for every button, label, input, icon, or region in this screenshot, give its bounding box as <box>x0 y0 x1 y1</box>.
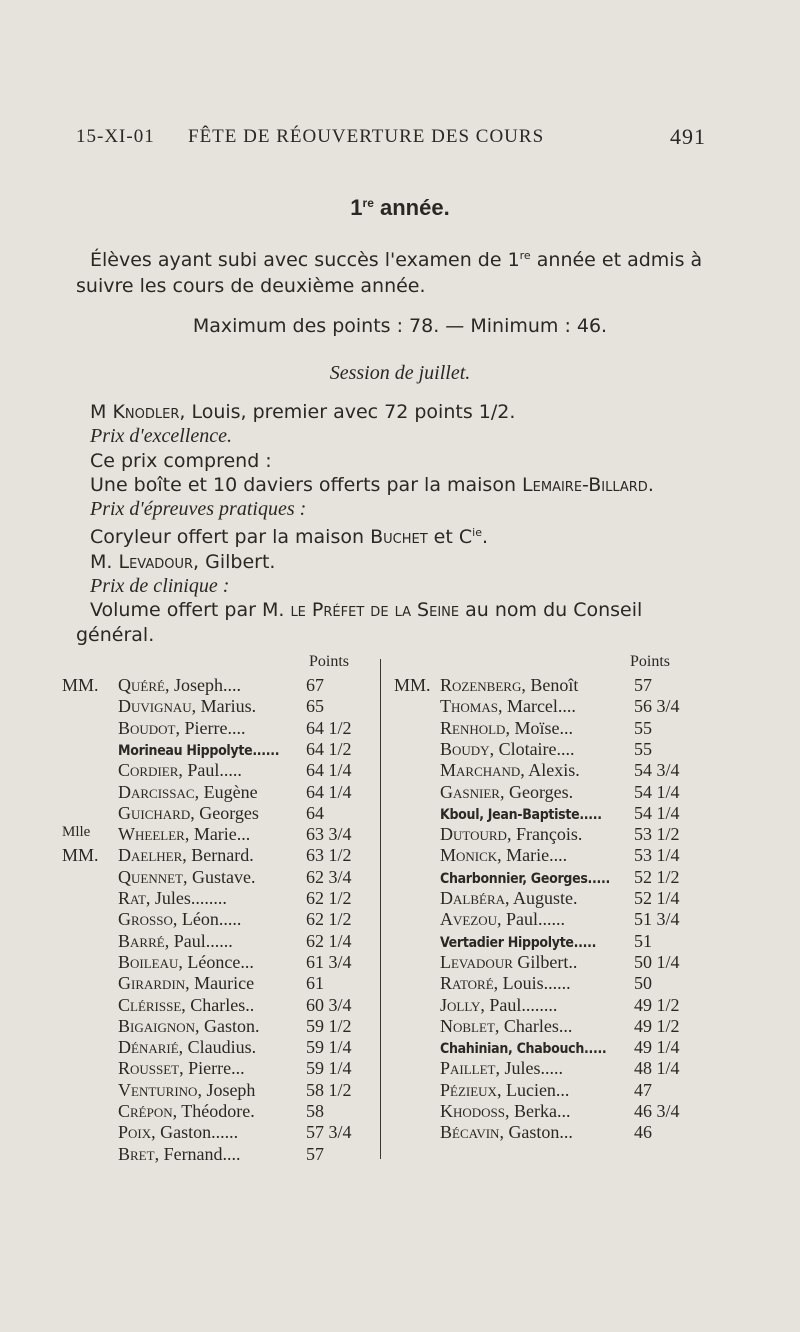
table-row <box>394 675 744 697</box>
points-value: 62 1/2 <box>306 888 352 908</box>
student-name: Cordier, Paul..... <box>118 760 242 781</box>
student-name: Pézieux, Lucien... <box>440 1079 570 1100</box>
points-value: 53 1/4 <box>634 845 680 866</box>
points-value: 52 1/2 <box>634 866 680 887</box>
student-name: Daelher, Bernard. <box>118 845 254 866</box>
points-value: 64 1/2 <box>306 738 352 759</box>
results-table <box>62 653 742 1164</box>
table-row <box>62 995 377 1017</box>
table-row <box>62 931 377 953</box>
student-name: Morineau Hippolyte...... <box>118 742 280 759</box>
points-value: 52 1/4 <box>634 888 680 908</box>
award-line-6: Coryleur offert par la maison Buchet et $C^{ie}$. <box>90 526 489 549</box>
table-row <box>62 675 377 697</box>
table-row <box>394 803 744 825</box>
points-value: 47 <box>634 1079 652 1100</box>
section-title-superscript: re <box>362 196 374 210</box>
prize-excellence: Prix d'excellence. <box>90 425 232 448</box>
points-value: 58 1/2 <box>306 1079 352 1100</box>
table-row <box>62 845 377 867</box>
student-name: Vertadier Hippolyte..... <box>440 934 597 951</box>
student-name: Rousset, Pierre... <box>118 1058 245 1079</box>
intro-paragraph <box>76 243 703 299</box>
intro-text-b: année et admis à <box>530 249 703 271</box>
name-prefix: MM. <box>394 675 431 695</box>
table-row <box>62 888 377 910</box>
student-name: Thomas, Marcel.... <box>440 696 576 717</box>
points-value: 64 <box>306 802 324 823</box>
student-name: Kboul, Jean-Baptiste..... <box>440 806 602 823</box>
student-name: Paillet, Jules..... <box>440 1058 563 1079</box>
student-name: Ratoré, Louis...... <box>440 973 571 994</box>
points-value: 55 <box>634 717 652 738</box>
points-value: 50 1/4 <box>634 951 680 972</box>
student-name: Marchand, Alexis. <box>440 760 580 781</box>
points-value: 57 3/4 <box>306 1122 352 1143</box>
points-value: 46 3/4 <box>634 1101 680 1121</box>
laureate-name: Knodler <box>112 401 180 423</box>
award-line-4: Une boîte et 10 daviers offerts par la maison Lemaire-Billard. <box>90 473 654 496</box>
table-row <box>394 739 744 761</box>
points-value: 59 1/2 <box>306 1015 352 1036</box>
awards-block <box>76 400 696 647</box>
points-header-left: Points <box>309 653 350 670</box>
student-name: Levadour Gilbert.. <box>440 951 578 972</box>
points-value: 63 3/4 <box>306 824 352 845</box>
student-name: Chahinian, Chabouch..... <box>440 1041 607 1058</box>
table-row <box>62 739 377 761</box>
table-row <box>62 1101 377 1123</box>
table-row <box>394 718 744 740</box>
table-row <box>62 696 377 718</box>
student-name: Khodoss, Berka... <box>440 1101 571 1121</box>
table-row <box>394 845 744 867</box>
points-value: 59 1/4 <box>306 1037 352 1058</box>
student-name: Quéré, Joseph.... <box>118 675 241 695</box>
table-row <box>394 760 744 782</box>
points-value: 53 1/2 <box>634 824 680 845</box>
intro-line-1 <box>76 243 703 273</box>
table-row <box>62 1122 377 1144</box>
intro-line-2: suivre les cours de deuxième année. <box>76 275 426 297</box>
points-value: 50 <box>634 973 652 994</box>
table-row <box>394 1037 744 1059</box>
table-row <box>62 952 377 974</box>
points-header-right: Points <box>630 653 671 670</box>
student-name: Rozenberg, Benoît <box>440 675 579 695</box>
student-name: Renhold, Moïse... <box>440 717 573 738</box>
student-name: Charbonnier, Georges..... <box>440 870 610 887</box>
student-name: Clérisse, Charles.. <box>118 994 255 1015</box>
student-name: Dénarié, Claudius. <box>118 1037 257 1058</box>
points-value: 57 <box>634 675 652 695</box>
table-row <box>62 1037 377 1059</box>
points-value: 64 1/2 <box>306 717 352 738</box>
name-prefix: MM. <box>62 845 99 866</box>
name-prefix: MM. <box>62 675 99 695</box>
student-name: Gasnier, Georges. <box>440 781 574 802</box>
student-name: Rat, Jules........ <box>118 888 227 908</box>
points-value: 54 1/4 <box>634 781 680 802</box>
table-row <box>62 718 377 740</box>
sponsor-name-2: Buchet <box>370 526 428 549</box>
student-name: Darcissac, Eugène <box>118 781 258 802</box>
points-value: 55 <box>634 738 652 759</box>
table-row <box>394 888 744 910</box>
sponsor-name: Lemaire-Billard <box>522 473 648 496</box>
student-name: Monick, Marie.... <box>440 845 568 866</box>
award-line-9: Volume offert par M. le Préfet de la Seine au nom du Conseil <box>90 599 643 622</box>
student-name: Boudy, Clotaire.... <box>440 738 575 759</box>
table-row <box>62 867 377 889</box>
points-value: 62 1/4 <box>306 930 352 951</box>
student-name: Duvignau, Marius. <box>118 696 257 717</box>
student-name: Quennet, Gustave. <box>118 866 256 887</box>
table-row <box>394 782 744 804</box>
points-value: 67 <box>306 675 324 695</box>
points-value: 54 3/4 <box>634 760 680 781</box>
table-row <box>62 909 377 931</box>
points-value: 48 1/4 <box>634 1058 680 1079</box>
points-value: 57 <box>306 1143 324 1164</box>
table-row <box>62 824 377 846</box>
student-name: Boileau, Léonce... <box>118 951 254 972</box>
student-name: Noblet, Charles... <box>440 1015 573 1036</box>
student-name: Bécavin, Gaston... <box>440 1122 573 1143</box>
points-value: 51 3/4 <box>634 909 680 930</box>
intro-superscript: re <box>519 249 531 262</box>
student-name: Crépon, Théodore. <box>118 1101 255 1121</box>
section-title-text: année. <box>380 195 450 220</box>
points-value: 61 3/4 <box>306 951 352 972</box>
table-row <box>394 824 744 846</box>
header-title: FÊTE DE RÉOUVERTURE DES COURS <box>188 126 545 147</box>
table-row <box>394 909 744 931</box>
table-row <box>394 973 744 995</box>
student-name: Grosso, Léon..... <box>118 909 242 930</box>
points-value: 49 1/2 <box>634 1015 680 1036</box>
student-name: Jolly, Paul........ <box>440 994 558 1015</box>
table-row <box>394 931 744 953</box>
award-line-10: général. <box>76 623 155 646</box>
name-prefix: Mlle <box>62 824 91 841</box>
award-line-3: Ce prix comprend : <box>90 449 272 472</box>
student-name: Barré, Paul...... <box>118 930 233 951</box>
points-value: 63 1/2 <box>306 845 352 866</box>
donor-name: le Préfet de la Seine <box>290 599 460 622</box>
column-divider <box>380 659 381 1159</box>
points-value: 64 1/4 <box>306 781 352 802</box>
table-row <box>62 1144 377 1166</box>
section-title <box>0 195 800 221</box>
points-value: 58 <box>306 1101 324 1121</box>
table-row <box>394 952 744 974</box>
table-row <box>394 1080 744 1102</box>
points-value: 61 <box>306 973 324 994</box>
table-row <box>62 760 377 782</box>
student-name: Poix, Gaston...... <box>118 1122 239 1143</box>
student-name: Guichard, Georges <box>118 802 259 823</box>
student-name: Boudot, Pierre.... <box>118 717 246 738</box>
session-title: Session de juillet. <box>329 362 471 384</box>
student-name: Avezou, Paul...... <box>440 909 566 930</box>
table-row <box>62 1016 377 1038</box>
student-name: Bret, Fernand.... <box>118 1143 241 1164</box>
prize-practical: Prix d'épreuves pratiques : <box>90 498 307 521</box>
points-value: 49 1/4 <box>634 1037 680 1058</box>
table-row <box>394 696 744 718</box>
points-value: 64 1/4 <box>306 760 352 781</box>
table-row <box>394 995 744 1017</box>
laureate-name-2: Levadour <box>118 550 194 573</box>
student-name: Bigaignon, Gaston. <box>118 1015 260 1036</box>
points-value: 54 1/4 <box>634 802 680 823</box>
table-row <box>394 1122 744 1144</box>
page-number: 491 <box>670 124 706 149</box>
student-name: Wheeler, Marie... <box>118 824 251 845</box>
table-row <box>394 867 744 889</box>
student-name: Dutourd, François. <box>440 824 583 845</box>
table-row <box>62 1058 377 1080</box>
table-row <box>62 803 377 825</box>
award-line-7: M. Levadour, Gilbert. <box>90 550 276 573</box>
prize-clinical: Prix de clinique : <box>90 575 230 598</box>
points-value: 51 <box>634 930 652 951</box>
table-row <box>62 1080 377 1102</box>
points-value: 65 <box>306 696 324 717</box>
points-range: Maximum des points : 78. — Minimum : 46. <box>192 315 608 337</box>
points-value: 56 3/4 <box>634 696 680 717</box>
points-value: 46 <box>634 1122 652 1143</box>
points-value: 60 3/4 <box>306 994 352 1015</box>
student-name: Dalbéra, Auguste. <box>440 888 578 908</box>
points-value: 59 1/4 <box>306 1058 352 1079</box>
table-row <box>394 1058 744 1080</box>
points-value: 62 1/2 <box>306 909 352 930</box>
table-row <box>394 1016 744 1038</box>
student-name: Girardin, Maurice <box>118 973 255 994</box>
table-row <box>62 973 377 995</box>
header-date: 15-XI-01 <box>76 126 155 147</box>
student-name: Venturino, Joseph <box>118 1079 256 1100</box>
table-row <box>394 1101 744 1123</box>
award-line-1: M Knodler, Louis, premier avec 72 points 1/2. <box>90 401 516 423</box>
points-value: 49 1/2 <box>634 994 680 1015</box>
points-value: 62 3/4 <box>306 866 352 887</box>
table-row <box>62 782 377 804</box>
intro-text-a: Élèves ayant subi avec succès l'examen de 1 <box>90 249 520 271</box>
section-title-number: 1 <box>350 195 363 220</box>
